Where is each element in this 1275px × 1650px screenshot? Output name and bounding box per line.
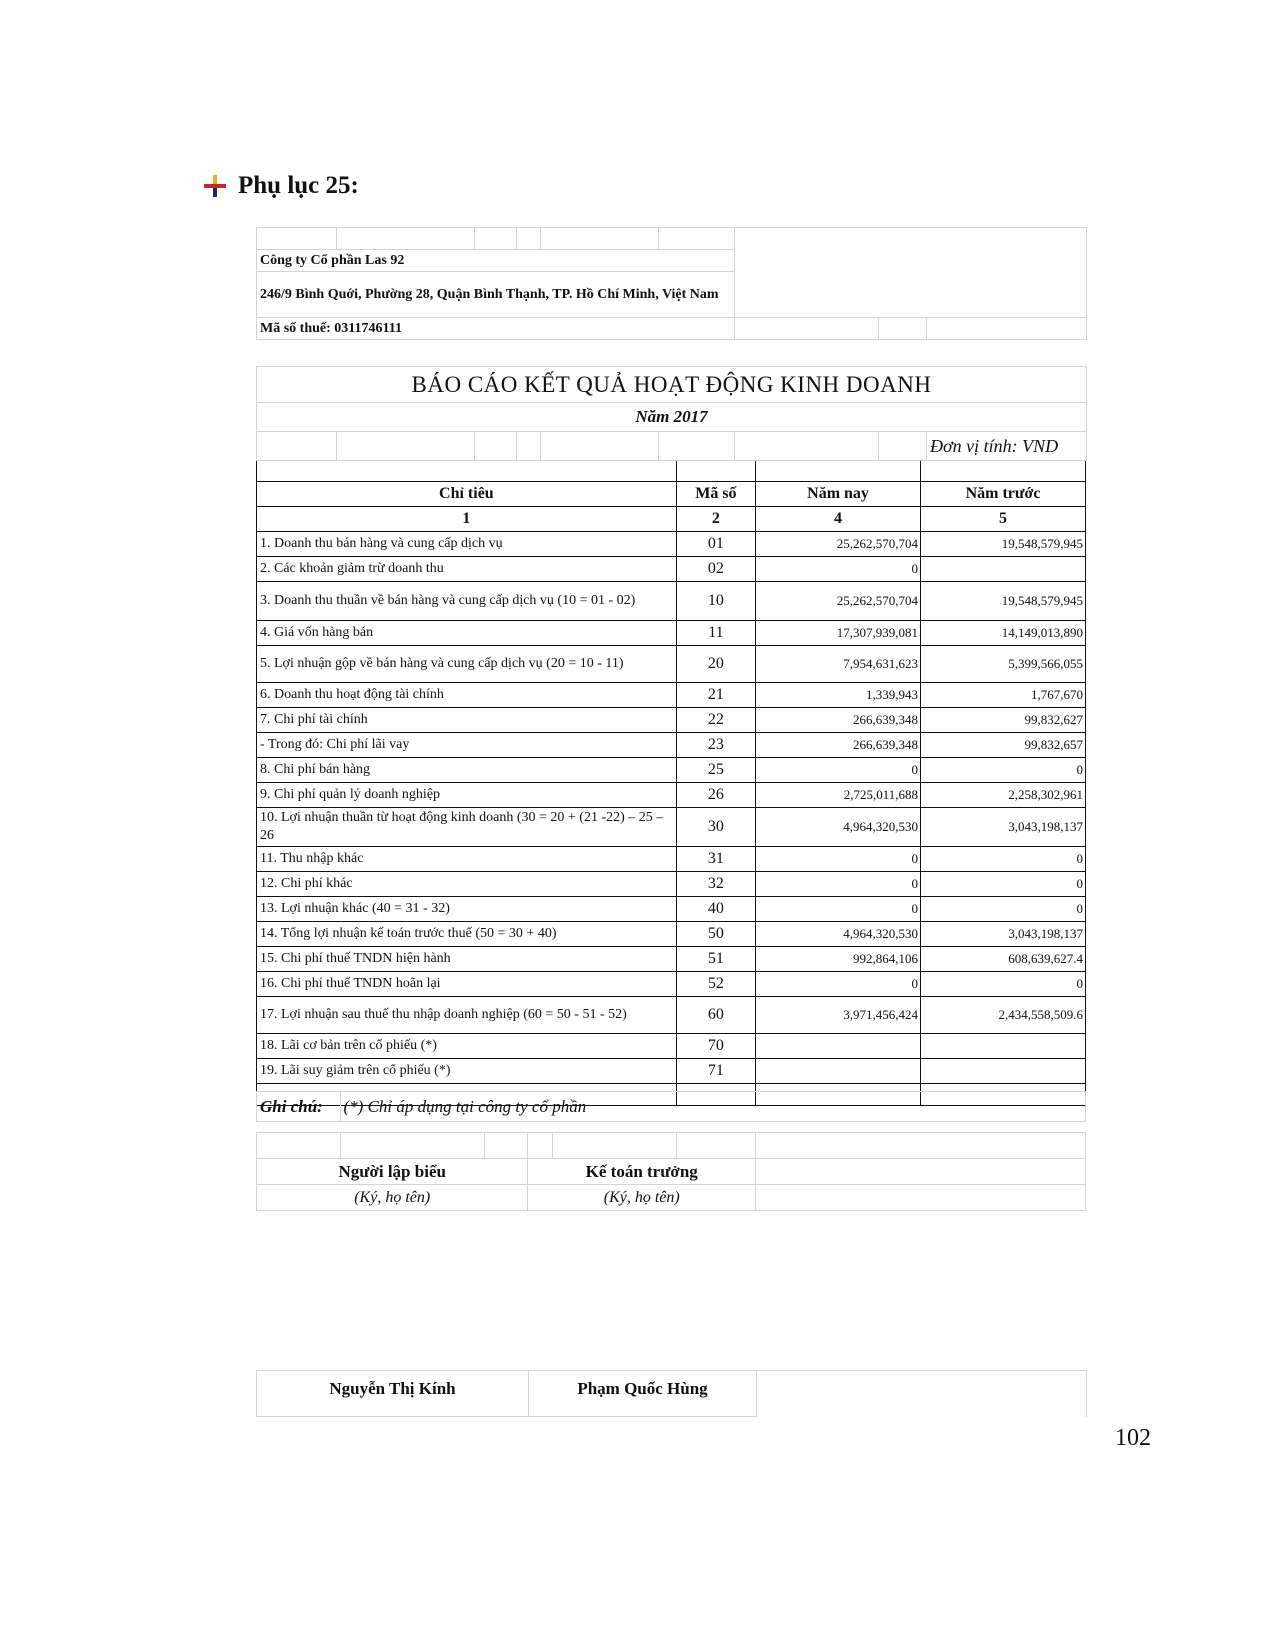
row-current-year: 1,339,943	[756, 682, 921, 707]
table-row	[257, 971, 1086, 996]
row-label: 13. Lợi nhuận khác (40 = 31 - 32)	[257, 896, 677, 921]
row-code: 22	[676, 707, 755, 732]
row-code: 02	[676, 556, 755, 581]
row-code: 32	[676, 871, 755, 896]
row-previous-year: 2,434,558,509.6	[921, 996, 1086, 1033]
row-label: 15. Chi phí thuế TNDN hiện hành	[257, 946, 677, 971]
row-previous-year: 5,399,566,055	[921, 645, 1086, 682]
row-code: 26	[676, 782, 755, 807]
income-statement-table	[256, 461, 1086, 1106]
row-code: 10	[676, 581, 755, 620]
row-label: 5. Lợi nhuận gộp về bán hàng và cung cấp dịch vụ (20 = 10 - 11)	[257, 645, 677, 682]
row-previous-year: 0	[921, 757, 1086, 782]
table-row	[257, 921, 1086, 946]
accountant-name: Phạm Quốc Hùng	[529, 1371, 757, 1417]
col-number: 1	[257, 506, 677, 531]
row-previous-year: 0	[921, 846, 1086, 871]
row-current-year: 0	[756, 846, 921, 871]
row-current-year: 266,639,348	[756, 732, 921, 757]
row-label: 11. Thu nhập khác	[257, 846, 677, 871]
table-row	[257, 807, 1086, 846]
table-row	[257, 707, 1086, 732]
row-previous-year: 2,258,302,961	[921, 782, 1086, 807]
appendix-title: Phụ lục 25:	[238, 172, 359, 199]
note-block	[256, 1091, 1086, 1122]
row-current-year: 0	[756, 896, 921, 921]
row-code: 51	[676, 946, 755, 971]
row-label: 16. Chi phí thuế TNDN hoãn lại	[257, 971, 677, 996]
row-previous-year: 99,832,657	[921, 732, 1086, 757]
company-name: Công ty Cổ phần Las 92	[257, 250, 735, 272]
row-label: 4. Giá vốn hàng bán	[257, 620, 677, 645]
row-current-year: 0	[756, 971, 921, 996]
table-row	[257, 531, 1086, 556]
row-previous-year	[921, 1033, 1086, 1058]
row-current-year	[756, 1058, 921, 1083]
row-label: 14. Tổng lợi nhuận kế toán trước thuế (50 = 30 + 40)	[257, 921, 677, 946]
row-current-year: 992,864,106	[756, 946, 921, 971]
row-code: 11	[676, 620, 755, 645]
report-year: Năm 2017	[257, 403, 1087, 432]
row-current-year: 25,262,570,704	[756, 531, 921, 556]
appendix-heading	[204, 172, 359, 200]
table-row	[257, 846, 1086, 871]
row-label: 10. Lợi nhuận thuần từ hoạt động kinh doanh (30 = 20 + (21 -22) – 25 – 26	[257, 807, 677, 846]
accountant-title: Kế toán trưởng	[528, 1159, 756, 1185]
row-label: 18. Lãi cơ bản trên cổ phiếu (*)	[257, 1033, 677, 1058]
row-previous-year: 0	[921, 871, 1086, 896]
table-row	[257, 556, 1086, 581]
table-row	[257, 896, 1086, 921]
row-code: 31	[676, 846, 755, 871]
row-previous-year: 19,548,579,945	[921, 581, 1086, 620]
accountant-sign-hint: (Ký, họ tên)	[528, 1185, 756, 1211]
table-row	[257, 782, 1086, 807]
bullet-arrow-icon	[204, 175, 226, 197]
row-code: 01	[676, 531, 755, 556]
row-code: 70	[676, 1033, 755, 1058]
table-row	[257, 581, 1086, 620]
preparer-sign-hint: (Ký, họ tên)	[257, 1185, 528, 1211]
row-previous-year: 3,043,198,137	[921, 807, 1086, 846]
preparer-title: Người lập biểu	[257, 1159, 528, 1185]
table-row	[257, 996, 1086, 1033]
table-row	[257, 1058, 1086, 1083]
row-previous-year: 1,767,670	[921, 682, 1086, 707]
row-code: 30	[676, 807, 755, 846]
table-row	[257, 645, 1086, 682]
row-label: 8. Chi phí bán hàng	[257, 757, 677, 782]
header-row	[257, 481, 1086, 506]
row-current-year: 0	[756, 871, 921, 896]
signature-block	[256, 1132, 1086, 1211]
table-row	[257, 682, 1086, 707]
row-current-year: 266,639,348	[756, 707, 921, 732]
row-current-year: 3,971,456,424	[756, 996, 921, 1033]
row-label: 3. Doanh thu thuần về bán hàng và cung cấp dịch vụ (10 = 01 - 02)	[257, 581, 677, 620]
col-number: 5	[921, 506, 1086, 531]
row-code: 25	[676, 757, 755, 782]
table-row	[257, 1033, 1086, 1058]
spacer-row	[257, 461, 1086, 481]
row-previous-year: 0	[921, 971, 1086, 996]
page-number: 102	[1115, 1425, 1151, 1451]
preparer-name: Nguyễn Thị Kính	[257, 1371, 529, 1417]
row-code: 71	[676, 1058, 755, 1083]
row-label: 2. Các khoản giảm trừ doanh thu	[257, 556, 677, 581]
header-code: Mã số	[676, 481, 755, 506]
row-label: 9. Chi phí quản lý doanh nghiệp	[257, 782, 677, 807]
row-current-year: 0	[756, 757, 921, 782]
currency-unit: Đơn vị tính: VND	[927, 432, 1087, 461]
row-current-year	[756, 1033, 921, 1058]
row-code: 20	[676, 645, 755, 682]
table-row	[257, 620, 1086, 645]
row-previous-year: 0	[921, 896, 1086, 921]
row-current-year: 2,725,011,688	[756, 782, 921, 807]
row-previous-year	[921, 556, 1086, 581]
column-number-row	[257, 506, 1086, 531]
tax-code: Mã số thuế: 0311746111	[257, 318, 735, 340]
header-indicator: Chỉ tiêu	[257, 481, 677, 506]
row-previous-year: 3,043,198,137	[921, 921, 1086, 946]
row-label: - Trong đó: Chi phí lãi vay	[257, 732, 677, 757]
row-code: 60	[676, 996, 755, 1033]
row-code: 21	[676, 682, 755, 707]
table-row	[257, 946, 1086, 971]
row-label: 12. Chi phí khác	[257, 871, 677, 896]
row-code: 52	[676, 971, 755, 996]
row-code: 40	[676, 896, 755, 921]
row-code: 23	[676, 732, 755, 757]
header-previous-year: Năm trước	[921, 481, 1086, 506]
header-current-year: Năm nay	[756, 481, 921, 506]
col-number: 2	[676, 506, 755, 531]
report-title: BÁO CÁO KẾT QUẢ HOẠT ĐỘNG KINH DOANH	[257, 367, 1087, 403]
table-row	[257, 732, 1086, 757]
signer-names	[256, 1370, 1087, 1417]
row-previous-year	[921, 1058, 1086, 1083]
row-label: 6. Doanh thu hoạt động tài chính	[257, 682, 677, 707]
row-previous-year: 99,832,627	[921, 707, 1086, 732]
row-label: 7. Chi phí tài chính	[257, 707, 677, 732]
row-current-year: 7,954,631,623	[756, 645, 921, 682]
col-number: 4	[756, 506, 921, 531]
row-label: 1. Doanh thu bán hàng và cung cấp dịch vụ	[257, 531, 677, 556]
row-current-year: 4,964,320,530	[756, 807, 921, 846]
row-label: 17. Lợi nhuận sau thuế thu nhập doanh nghiệp (60 = 50 - 51 - 52)	[257, 996, 677, 1033]
table-row	[257, 871, 1086, 896]
row-previous-year: 14,149,013,890	[921, 620, 1086, 645]
row-previous-year: 608,639,627.4	[921, 946, 1086, 971]
row-code: 50	[676, 921, 755, 946]
row-current-year: 4,964,320,530	[756, 921, 921, 946]
company-address: 246/9 Bình Quới, Phường 28, Quận Bình Thạnh, TP. Hồ Chí Minh, Việt Nam	[257, 272, 735, 318]
report-title-block	[256, 366, 1087, 461]
note-label: Ghi chú:	[257, 1092, 341, 1122]
row-previous-year: 19,548,579,945	[921, 531, 1086, 556]
company-info	[256, 227, 1087, 340]
row-label: 19. Lãi suy giảm trên cổ phiếu (*)	[257, 1058, 677, 1083]
row-current-year: 25,262,570,704	[756, 581, 921, 620]
row-current-year: 17,307,939,081	[756, 620, 921, 645]
row-current-year: 0	[756, 556, 921, 581]
table-row	[257, 757, 1086, 782]
note-text: (*) Chỉ áp dụng tại công ty cổ phần	[340, 1092, 1085, 1122]
